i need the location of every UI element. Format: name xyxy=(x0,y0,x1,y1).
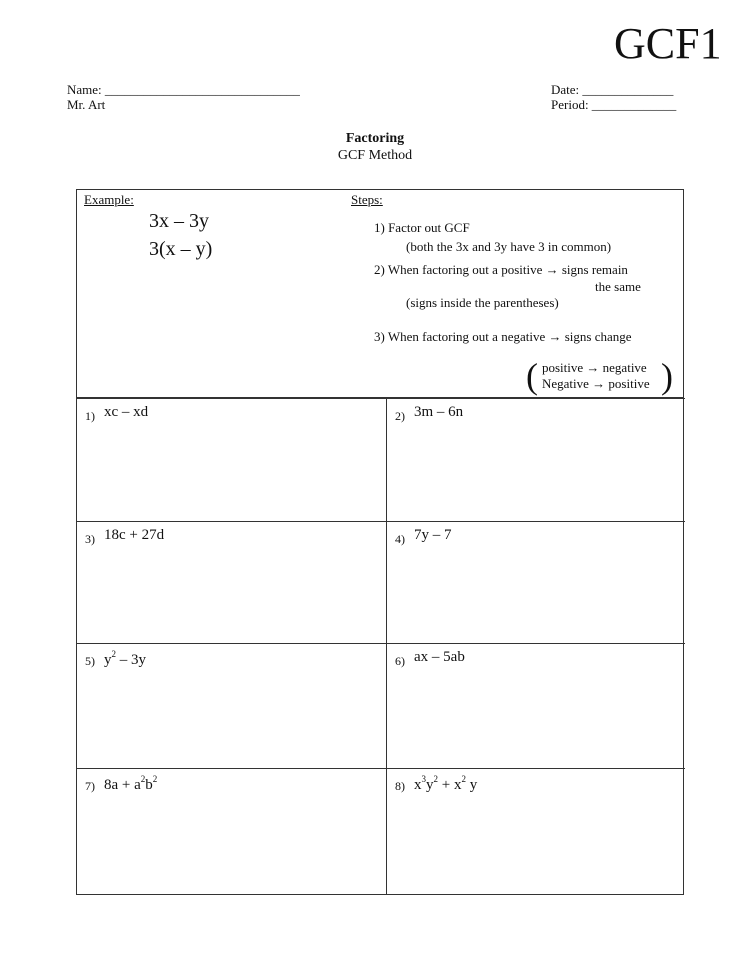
problem-cell[interactable] xyxy=(77,521,386,643)
problem-expression: xc – xd xyxy=(104,404,149,420)
sign-rule-2: Negative → positive xyxy=(542,376,650,391)
problem-number: 4) xyxy=(395,532,405,546)
problem-expression: 3m – 6n xyxy=(414,404,464,420)
step-3: 3) When factoring out a negative → signs change xyxy=(374,329,632,344)
problem-cell[interactable] xyxy=(77,643,386,768)
problem-cell[interactable] xyxy=(386,768,685,895)
step-2-note: (signs inside the parentheses) xyxy=(406,295,559,310)
problem-number: 3) xyxy=(85,532,95,546)
problem-cell[interactable] xyxy=(77,398,386,521)
page-title: Factoring xyxy=(345,131,405,146)
problem-expression: $x^3y^2 + x^2$ y xyxy=(414,774,478,793)
problem-cell[interactable] xyxy=(77,768,386,895)
example-section xyxy=(76,189,684,398)
problem-grid xyxy=(76,398,684,895)
period-field-label: Period: _____________ xyxy=(551,97,677,112)
name-field-label: Name: ______________________________ xyxy=(67,82,300,97)
problem-cell[interactable] xyxy=(386,521,685,643)
step-2-continued: the same xyxy=(595,279,641,294)
example-factored: 3(x – y) xyxy=(149,238,213,260)
problem-number: 7) xyxy=(85,779,95,793)
problem-number: 2) xyxy=(395,409,405,423)
left-paren-icon: ( xyxy=(526,356,538,396)
worksheet-code: GCF1 xyxy=(614,19,722,68)
problem-number: 8) xyxy=(395,779,405,793)
page-subtitle: GCF Method xyxy=(337,148,413,163)
problem-number: 5) xyxy=(85,654,95,668)
right-paren-icon: ) xyxy=(661,356,673,396)
problem-expression: $y^2 - 3y$ xyxy=(104,649,146,668)
teacher-name: Mr. Art xyxy=(67,97,106,112)
problem-expression: 7y – 7 xyxy=(414,527,452,543)
problem-cell[interactable] xyxy=(386,643,685,768)
step-1-note: (both the 3x and 3y have 3 in common) xyxy=(406,239,612,254)
problem-cell[interactable] xyxy=(386,398,685,521)
problem-expression: $8a + a^2b^2$ xyxy=(104,774,158,793)
example-label: Example: xyxy=(84,192,134,207)
problem-expression: 18c + 27d xyxy=(104,527,165,543)
problem-number: 1) xyxy=(85,409,95,423)
example-expression: 3x – 3y xyxy=(149,210,209,232)
date-field-label: Date: ______________ xyxy=(551,82,674,97)
steps-label: Steps: xyxy=(351,192,383,207)
step-2: 2) When factoring out a positive → signs remain xyxy=(374,262,628,277)
step-1: 1) Factor out GCF xyxy=(374,220,470,235)
problem-expression: ax – 5ab xyxy=(414,649,465,665)
sign-rule-1: positive → negative xyxy=(542,360,647,375)
problem-number: 6) xyxy=(395,654,405,668)
